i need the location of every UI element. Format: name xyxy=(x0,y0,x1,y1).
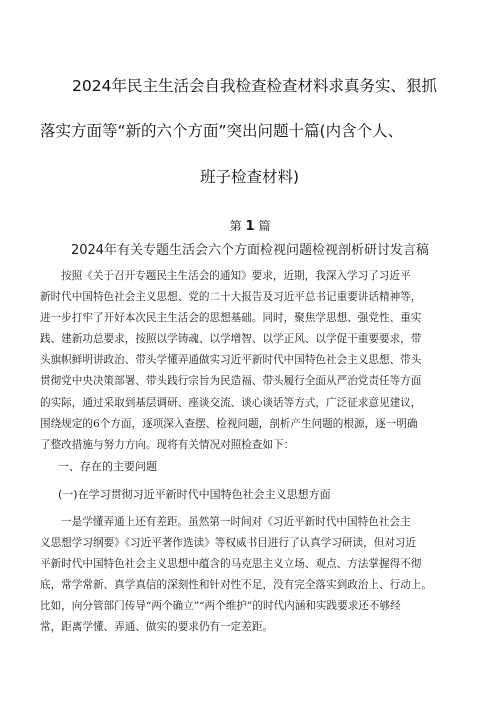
body-line: 常，距离学懂、弄通、做实的要求仍有一定差距。 xyxy=(40,621,274,634)
body-line: 一是学懂弄通上还有差距。虽然第一时间对《习近平新时代中国特色社会主 xyxy=(61,516,411,528)
document-title-line-2: 落实方面等“新的六个方面”突出问题十篇(内含个人、 xyxy=(40,122,404,140)
intro-line: 践、建新功总要求，按照以学铸魂、以学增智、以学正风、以学促干重要要求，带 xyxy=(40,333,422,346)
intro-line: 贯彻党中央决策部署、带头践行宗旨为民造福、带头履行全面从严治党责任等方面 xyxy=(40,375,422,388)
section-heading-2: (一)在学习贯彻习近平新时代中国特色社会主义思想方面 xyxy=(58,488,331,501)
body-line: 比如，向分管部门传导“两个确立”“两个维护”的时代内涵和实践要求还不够经 xyxy=(40,600,401,613)
intro-line: 的实际，通过采取到基层调研、座谈交流、谈心谈话等方式，广泛征求意见建议， xyxy=(40,396,422,409)
document-title-line-1: 2024年民主生活会自我检查检查材料求真务实、狠抓 xyxy=(72,77,437,95)
section-heading-1: 一、存在的主要问题 xyxy=(58,460,157,473)
intro-line: 进一步打牢了开好本次民主生活会的思想基础。同时，聚焦学思想、强党性、重实 xyxy=(40,312,422,325)
section-label-prefix: 第 xyxy=(229,219,242,233)
intro-line: 头旗帜鲜明讲政治、带头学懂弄通做实习近平新时代中国特色社会主义思想、带头 xyxy=(40,354,422,367)
body-line: 义思想学习纲要》《习近平著作选读》等权威书目进行了认真学习研读，但对习近 xyxy=(40,537,417,550)
intro-line: 了整改措施与努力方向。现将有关情况对照检查如下： xyxy=(40,438,295,451)
section-number: 1 xyxy=(245,219,255,234)
section-label xyxy=(0,218,500,235)
body-paragraph xyxy=(40,512,460,639)
intro-line: 围绕规定的6个方面，逐项深入查摆、检视问题，剖析产生问题的根源，逐一明确 xyxy=(40,417,418,430)
body-line: 底，常学常新、真学真信的深刻性和针对性不足，没有完全落实到政治上、行动上。 xyxy=(40,579,432,592)
intro-line: 新时代中国特色社会主义思想、党的二十大报告及习近平总书记重要讲话精神等， xyxy=(40,291,422,304)
article-subtitle: 2024年有关专题生活会六个方面检视问题检视剖析研讨发言稿 xyxy=(70,243,430,258)
section-label-suffix: 篇 xyxy=(258,219,271,233)
intro-line: 按照《关于召开专题民主生活会的通知》要求，近期，我深入学习了习近平 xyxy=(61,270,411,282)
intro-paragraph xyxy=(40,266,460,456)
body-line: 平新时代中国特色社会主义思想中蕴含的马克思主义立场、观点、方法掌握得不彻 xyxy=(40,558,422,571)
document-title-line-3: 班子检查材料) xyxy=(200,168,300,186)
